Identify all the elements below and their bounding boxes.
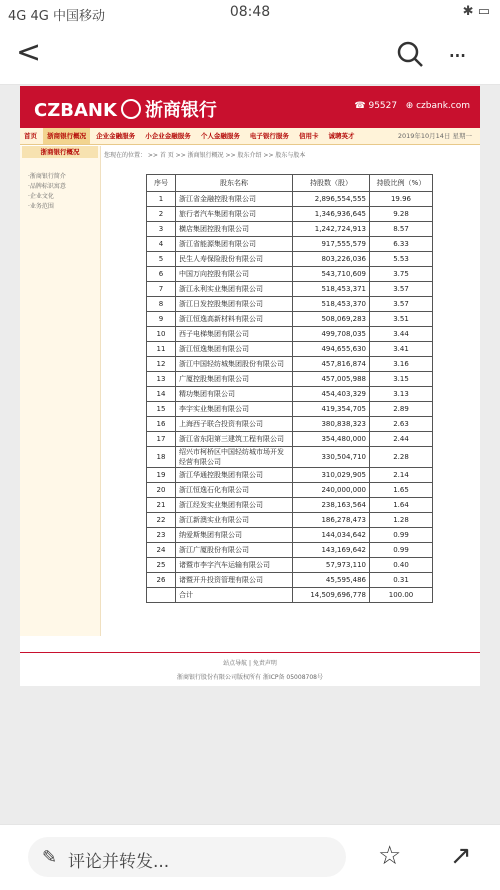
cell-name: 诸暨市李字汽车运输有限公司: [176, 558, 293, 573]
table-row: [147, 327, 433, 342]
cell-index: 23: [147, 528, 176, 543]
footer-links[interactable]: 站点导航 | 免责声明: [223, 660, 277, 667]
table-row: [147, 402, 433, 417]
cell-index: 8: [147, 297, 176, 312]
cell-name: 精功集团有限公司: [176, 387, 293, 402]
menu-item-home[interactable]: 首页: [24, 132, 37, 140]
pen-icon: ✎: [42, 847, 58, 868]
cell-index: 13: [147, 372, 176, 387]
cell-name: 西子电梯集团有限公司: [176, 327, 293, 342]
cell-ratio: 2.28: [370, 447, 433, 468]
cell-shares: 1,346,936,645: [293, 207, 370, 222]
sidebar-item-intro[interactable]: ·浙商银行简介: [28, 173, 66, 180]
cell-ratio: 6.33: [370, 237, 433, 252]
cell-shares: 2,896,554,555: [293, 192, 370, 207]
cell-shares: 499,708,035: [293, 327, 370, 342]
cell-index: 20: [147, 483, 176, 498]
table-row: [147, 192, 433, 207]
webpage-screenshot: [20, 86, 480, 686]
cell-index: 26: [147, 573, 176, 588]
cell-name: 浙江恒逸高新材料有限公司: [176, 312, 293, 327]
cell-shares: 330,504,710: [293, 447, 370, 468]
bottom-action-bar: [0, 824, 500, 890]
menu-item-small-business[interactable]: 小企业金融服务: [145, 132, 191, 140]
cell-ratio: 1.28: [370, 513, 433, 528]
cell-shares: 57,973,110: [293, 558, 370, 573]
cell-index: 5: [147, 252, 176, 267]
cell-name: 中国万向控股有限公司: [176, 267, 293, 282]
status-icons: [463, 4, 490, 19]
cell-name: 李宇实业集团有限公司: [176, 402, 293, 417]
cell-shares: 238,163,564: [293, 498, 370, 513]
site-header: [20, 86, 480, 128]
table-row: [147, 447, 433, 468]
cell-index: 19: [147, 468, 176, 483]
cell-shares: 310,029,905: [293, 468, 370, 483]
cell-shares: 494,655,630: [293, 342, 370, 357]
cell-name: 广厦控股集团有限公司: [176, 372, 293, 387]
table-row: [147, 342, 433, 357]
cell-ratio: 19.96: [370, 192, 433, 207]
cell-index: 10: [147, 327, 176, 342]
cell-shares: 186,278,473: [293, 513, 370, 528]
cell-ratio: 0.99: [370, 543, 433, 558]
cell-index: 12: [147, 357, 176, 372]
cell-name: 浙江广厦股份有限公司: [176, 543, 293, 558]
menu-date: 2019年10月14日 星期一: [397, 132, 472, 140]
menu-item-credit-card[interactable]: 信用卡: [298, 132, 319, 140]
table-row: [147, 267, 433, 282]
sidebar-title: 浙商银行概况: [22, 146, 98, 158]
hotline: ☎ 95527 ⊕ czbank.com: [354, 101, 470, 111]
cell-shares: 380,838,323: [293, 417, 370, 432]
cell-ratio: 3.41: [370, 342, 433, 357]
battery-icon: ▭: [477, 4, 490, 19]
cell-shares: 803,226,036: [293, 252, 370, 267]
cell-ratio: 3.75: [370, 267, 433, 282]
cell-index: 3: [147, 222, 176, 237]
cell-index: 21: [147, 498, 176, 513]
table-row: [147, 468, 433, 483]
sidebar-item-brand[interactable]: ·品牌标识寓意: [28, 183, 66, 190]
cell-ratio: 2.89: [370, 402, 433, 417]
cell-name: 诸暨开升投资管理有限公司: [176, 573, 293, 588]
cell-index: 17: [147, 432, 176, 447]
breadcrumb: 您现在的位置： >> 首 页 >> 浙商银行概况 >> 股东介绍 >> 股东与股本: [104, 152, 306, 159]
bank-logo[interactable]: CZBANK 浙商银行: [34, 100, 217, 121]
cell-ratio: 1.65: [370, 483, 433, 498]
cell-name: 绍兴市柯桥区中国轻纺城市场开发经营有限公司: [176, 447, 293, 468]
cell-index: 9: [147, 312, 176, 327]
cell-ratio: 8.57: [370, 222, 433, 237]
cell-name: 浙江恒逸石化有限公司: [176, 483, 293, 498]
cell-shares: 240,000,000: [293, 483, 370, 498]
table-row: [147, 543, 433, 558]
table-header-row: [147, 175, 433, 192]
cell-name: 浙江华通控股集团有限公司: [176, 468, 293, 483]
cell-name: 横店集团控股有限公司: [176, 222, 293, 237]
cell-index: 7: [147, 282, 176, 297]
cell-name: 浙江日发控股集团有限公司: [176, 297, 293, 312]
cell-total-shares: 14,509,696,778: [293, 588, 370, 603]
logo-mark-icon: [121, 99, 141, 119]
cell-name: 上海西子联合投资有限公司: [176, 417, 293, 432]
cell-shares: 1,242,724,913: [293, 222, 370, 237]
menu-item-careers[interactable]: 诚聘英才: [328, 132, 355, 140]
table-row: [147, 498, 433, 513]
cell-ratio: 0.40: [370, 558, 433, 573]
site-menu: [20, 128, 480, 145]
cell-index: 1: [147, 192, 176, 207]
cell-name: 旅行者汽车集团有限公司: [176, 207, 293, 222]
table-row: [147, 528, 433, 543]
signal-indicator: 4G 4G: [8, 9, 49, 24]
cell-shares: 457,005,988: [293, 372, 370, 387]
share-icon[interactable]: ↗: [450, 841, 472, 871]
cell-index: 25: [147, 558, 176, 573]
table-row: [147, 237, 433, 252]
table-row: [147, 222, 433, 237]
menu-item-personal[interactable]: 个人金融服务: [200, 132, 240, 140]
col-header-index: 序号: [147, 175, 176, 192]
cell-ratio: 3.13: [370, 387, 433, 402]
cell-name: 浙江省能源集团有限公司: [176, 237, 293, 252]
cell-ratio: 3.57: [370, 297, 433, 312]
cell-ratio: 3.16: [370, 357, 433, 372]
cell-index: 16: [147, 417, 176, 432]
cell-index: 22: [147, 513, 176, 528]
cell-index: 14: [147, 387, 176, 402]
cell-total-ratio: 100.00: [370, 588, 433, 603]
cell-ratio: 0.99: [370, 528, 433, 543]
cell-ratio: 3.57: [370, 282, 433, 297]
cell-ratio: 2.14: [370, 468, 433, 483]
search-icon[interactable]: [396, 40, 424, 68]
table-row: [147, 432, 433, 447]
cell-ratio: 3.15: [370, 372, 433, 387]
cell-total-label: 合计: [176, 588, 293, 603]
cell-shares: 419,354,705: [293, 402, 370, 417]
cell-ratio: 0.31: [370, 573, 433, 588]
shareholder-table: [146, 174, 433, 603]
cell-shares: 454,403,329: [293, 387, 370, 402]
sidebar-item-culture[interactable]: ·企业文化: [28, 193, 54, 200]
cell-shares: 518,453,370: [293, 297, 370, 312]
table-row: [147, 312, 433, 327]
col-header-name: 股东名称: [176, 175, 293, 192]
cell-ratio: 9.28: [370, 207, 433, 222]
table-row: [147, 513, 433, 528]
back-icon[interactable]: <: [16, 35, 42, 70]
cell-ratio: 3.51: [370, 312, 433, 327]
star-icon[interactable]: ☆: [378, 841, 402, 871]
cell-ratio: 5.53: [370, 252, 433, 267]
cell-index: 2: [147, 207, 176, 222]
cell-shares: 143,169,642: [293, 543, 370, 558]
menu-item-overview[interactable]: 浙商银行概况: [43, 128, 90, 144]
cell-ratio: 2.63: [370, 417, 433, 432]
col-header-shares: 持股数（股）: [293, 175, 370, 192]
table-row: [147, 372, 433, 387]
cell-shares: 543,710,609: [293, 267, 370, 282]
table-row: [147, 357, 433, 372]
cell-name: 浙江新澳实业有限公司: [176, 513, 293, 528]
table-row: [147, 297, 433, 312]
table-row: [147, 417, 433, 432]
carrier-name: 中国移动: [52, 9, 105, 24]
cell-name: 浙江经发实业集团有限公司: [176, 498, 293, 513]
cell-name: 民生人寿保险股份有限公司: [176, 252, 293, 267]
cell-shares: 518,453,371: [293, 282, 370, 297]
table-body: [147, 192, 433, 603]
col-header-ratio: 持股比例（%）: [370, 175, 433, 192]
sidebar-item-business[interactable]: ·业务范围: [28, 203, 54, 210]
browser-nav-bar: [0, 26, 500, 85]
comment-input[interactable]: [28, 837, 346, 877]
table-row: [147, 207, 433, 222]
cell-name: 浙江恒逸集团有限公司: [176, 342, 293, 357]
cell-index: 15: [147, 402, 176, 417]
sidebar-items: [28, 172, 66, 212]
cell-shares: 508,069,283: [293, 312, 370, 327]
cell-empty: [147, 588, 176, 603]
cell-shares: 457,816,874: [293, 357, 370, 372]
table-row: [147, 252, 433, 267]
cell-shares: 144,034,642: [293, 528, 370, 543]
cell-index: 11: [147, 342, 176, 357]
table-row: [147, 573, 433, 588]
sidebar: [20, 146, 101, 636]
cell-index: 24: [147, 543, 176, 558]
cell-shares: 917,555,579: [293, 237, 370, 252]
cell-name: 纳爱斯集团有限公司: [176, 528, 293, 543]
more-icon[interactable]: ···: [448, 42, 465, 70]
cell-shares: 354,480,000: [293, 432, 370, 447]
cell-ratio: 3.44: [370, 327, 433, 342]
table-total-row: [147, 588, 433, 603]
cell-shares: 45,595,486: [293, 573, 370, 588]
cell-name: 浙江永利实业集团有限公司: [176, 282, 293, 297]
menu-item-corporate[interactable]: 企业金融服务: [96, 132, 136, 140]
table-row: [147, 387, 433, 402]
footer-copyright: 浙商银行股份有限公司版权所有 浙ICP备 05008708号: [177, 674, 323, 681]
status-bar: [0, 0, 500, 26]
cell-ratio: 1.64: [370, 498, 433, 513]
table-row: [147, 483, 433, 498]
clock: 08:48: [229, 4, 271, 20]
table-row: [147, 282, 433, 297]
cell-name: 浙江省金融控股有限公司: [176, 192, 293, 207]
cell-name: 浙江中国轻纺城集团股份有限公司: [176, 357, 293, 372]
cell-ratio: 2.44: [370, 432, 433, 447]
cell-index: 6: [147, 267, 176, 282]
comment-placeholder: 评论并转发...: [68, 852, 170, 872]
cell-name: 浙江省东阳第三建筑工程有限公司: [176, 432, 293, 447]
cell-index: 4: [147, 237, 176, 252]
menu-item-ebank[interactable]: 电子银行服务: [249, 132, 289, 140]
bluetooth-icon: ✱: [462, 4, 474, 19]
footer-divider: [20, 652, 480, 653]
cell-index: 18: [147, 447, 176, 468]
table-row: [147, 558, 433, 573]
